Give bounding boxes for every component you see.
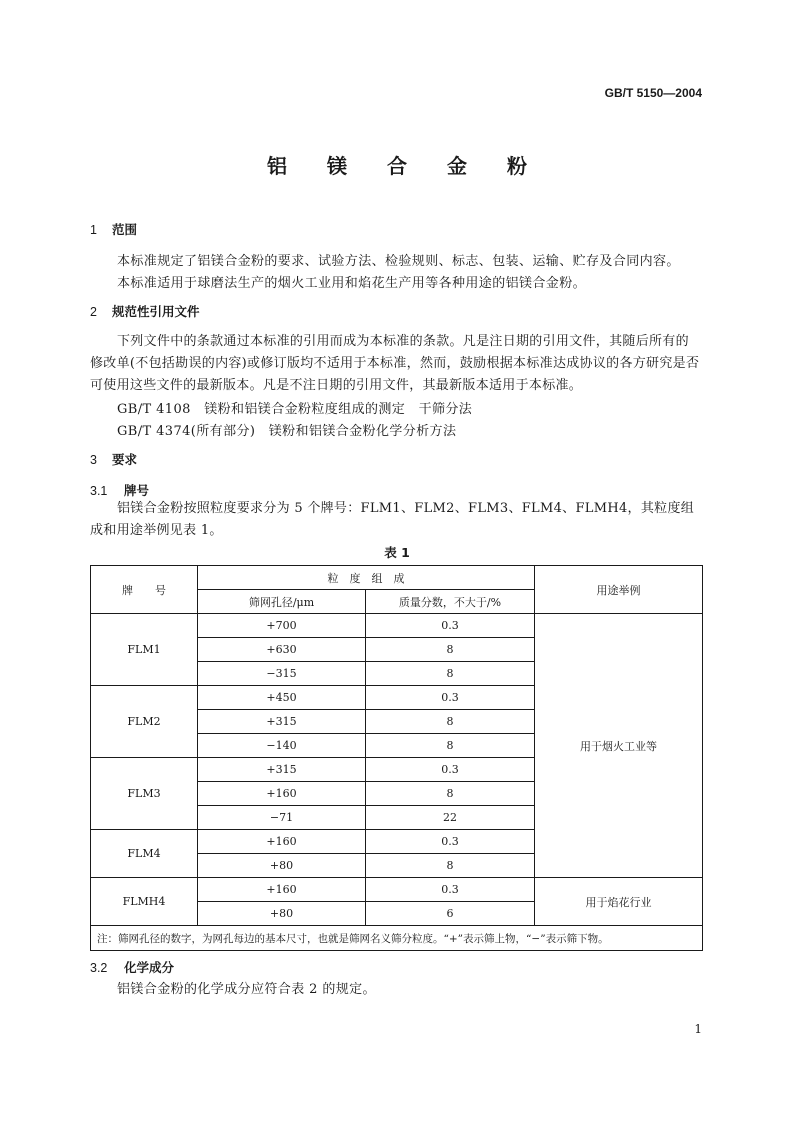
section-title: 规范性引用文件: [112, 304, 200, 319]
section-title: 化学成分: [124, 960, 175, 975]
sieve-cell: +80: [198, 902, 366, 926]
fraction-cell: 0.3: [366, 686, 535, 710]
fraction-cell: 0.3: [366, 758, 535, 782]
paragraph: 下列文件中的条款通过本标准的引用而成为本标准的条款。凡是注日期的引用文件，其随后所有的修改单(不包括勘误的内容)或修订版均不适用于本标准，然而，鼓励根据本标准达成协议的各方研究是否可使用这些文件的最新版本。凡是不注日期的引用文件，其最新版本适用于本标准。: [90, 334, 700, 393]
section-number: 3: [90, 453, 97, 467]
document-title: 铝镁合金粉: [267, 154, 567, 178]
paragraph: 铝镁合金粉按照粒度要求分为 5 个牌号：FLM1、FLM2、FLM3、FLM4、FLMH4，其粒度组成和用途举例见表 1。: [90, 501, 695, 538]
section-number: 1: [90, 223, 97, 237]
normative-reference: GB/T 4108 镁粉和铝镁合金粉粒度组成的测定 干筛分法: [117, 402, 473, 417]
fraction-cell: 8: [366, 854, 535, 878]
section-number: 3.2: [90, 961, 108, 975]
sieve-cell: +80: [198, 854, 366, 878]
fraction-cell: 6: [366, 902, 535, 926]
grade-cell: FLM2: [91, 686, 198, 758]
fraction-cell: 0.3: [366, 830, 535, 854]
grade-cell: FLMH4: [91, 878, 198, 926]
table-row: [91, 878, 703, 902]
paragraph: 本标准适用于球磨法生产的烟火工业用和焰花生产用等各种用途的铝镁合金粉。: [117, 276, 587, 291]
normative-reference: GB/T 4374(所有部分) 镁粉和铝镁合金粉化学分析方法: [117, 424, 457, 439]
header-grade: 牌 号: [91, 566, 198, 614]
section-1-heading: [90, 220, 137, 238]
page-number: 1: [694, 1022, 702, 1036]
fraction-cell: 8: [366, 638, 535, 662]
sieve-cell: +450: [198, 686, 366, 710]
fraction-cell: 8: [366, 662, 535, 686]
table-note: 注：筛网孔径的数字，为网孔每边的基本尺寸，也就是筛网名义筛分粒度。“+”表示筛上物，“−”表示筛下物。: [91, 926, 703, 951]
sieve-cell: +315: [198, 710, 366, 734]
fraction-cell: 8: [366, 782, 535, 806]
table-row: [91, 614, 703, 638]
paragraph: 铝镁合金粉的化学成分应符合表 2 的规定。: [117, 982, 376, 997]
section-3-heading: [90, 450, 137, 468]
section-3-1-heading: [90, 481, 149, 499]
sieve-cell: +700: [198, 614, 366, 638]
section-number: 3.1: [90, 484, 108, 498]
fraction-cell: 8: [366, 734, 535, 758]
standard-number: GB/T 5150—2004: [604, 86, 702, 100]
grade-cell: FLM4: [91, 830, 198, 878]
paragraph: 本标准规定了铝镁合金粉的要求、试验方法、检验规则、标志、包装、运输、贮存及合同内容。: [117, 254, 680, 269]
sieve-cell: +630: [198, 638, 366, 662]
section-title: 牌号: [124, 483, 150, 498]
sieve-cell: +160: [198, 878, 366, 902]
sieve-cell: −315: [198, 662, 366, 686]
table-caption: 表 1: [384, 545, 410, 560]
section-title: 要求: [112, 452, 138, 467]
section-2-heading: [90, 302, 200, 320]
sieve-cell: −140: [198, 734, 366, 758]
fraction-cell: 8: [366, 710, 535, 734]
header-fraction: 质量分数，不大于/%: [366, 590, 535, 614]
grade-cell: FLM3: [91, 758, 198, 830]
sieve-cell: +160: [198, 782, 366, 806]
sieve-cell: −71: [198, 806, 366, 830]
header-sieve: 筛网孔径/μm: [198, 590, 366, 614]
usage-cell: 用于焰花行业: [535, 878, 703, 926]
fraction-cell: 22: [366, 806, 535, 830]
section-number: 2: [90, 305, 97, 319]
fraction-cell: 0.3: [366, 878, 535, 902]
particle-size-table: [90, 565, 703, 951]
usage-cell: 用于烟火工业等: [535, 614, 703, 878]
header-particle-composition: 粒 度 组 成: [198, 566, 535, 590]
sieve-cell: +160: [198, 830, 366, 854]
grade-cell: FLM1: [91, 614, 198, 686]
fraction-cell: 0.3: [366, 614, 535, 638]
section-title: 范围: [112, 222, 138, 237]
section-3-2-heading: [90, 958, 174, 976]
header-usage: 用途举例: [535, 566, 703, 614]
sieve-cell: +315: [198, 758, 366, 782]
